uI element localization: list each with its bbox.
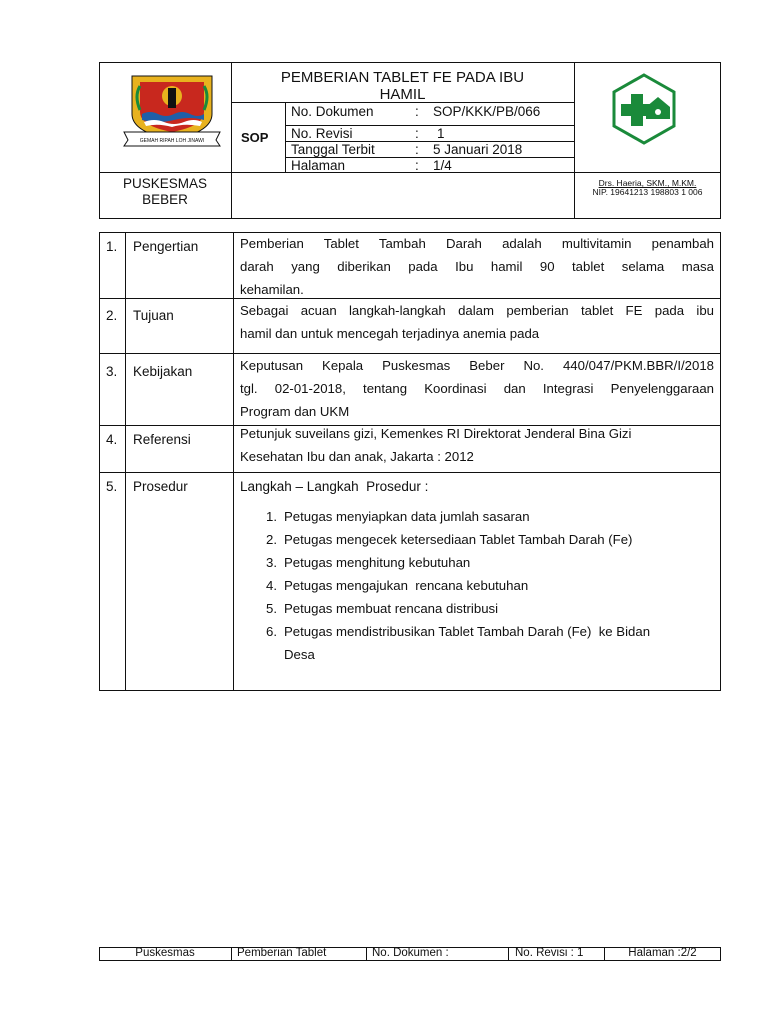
list-item: 5. Petugas membuat rencana distribusi: [266, 601, 499, 616]
signer-nip: NIP. 19641213 198803 1 006: [592, 187, 703, 197]
list-item: 2. Petugas mengecek ketersediaan Tablet Tambah Darah (Fe): [266, 532, 633, 547]
footer-cell-title: Pemberian Tablet: [237, 947, 327, 959]
header-divider: [231, 62, 232, 219]
section-number: 1.: [106, 239, 118, 254]
org-name: PUSKESMAS: [122, 176, 208, 191]
footer-divider: [366, 947, 367, 961]
field-label-halaman: Halaman: [291, 158, 346, 173]
section-label-referensi: Referensi: [133, 432, 191, 447]
crest-motto: GEMAH RIPAH LOH JINAWI: [139, 138, 205, 144]
list-item: 1. Petugas menyiapkan data jumlah sasaran: [266, 509, 530, 524]
section-text-kebijakan: Keputusan Kepala Puskesmas Beber No. 440/047/PKM.BBR/I/2018 tgl. 02-01-2018, tentang Koordinasi dan Integrasi Penyelenggaraan Program dan UKM: [240, 358, 714, 419]
footer-divider: [508, 947, 509, 961]
sop-label: SOP: [241, 130, 269, 145]
field-label-no-dokumen: No. Dokumen: [291, 104, 374, 119]
section-label-prosedur: Prosedur: [133, 479, 188, 494]
section-label-tujuan: Tujuan: [133, 308, 174, 323]
field-sep: :: [415, 126, 419, 141]
header-divider: [99, 172, 721, 173]
footer-cell-halaman: Halaman :2/2: [628, 947, 697, 959]
field-value-tanggal-terbit: 5 Januari 2018: [433, 142, 523, 157]
list-item: 3. Petugas menghitung kebutuhan: [266, 555, 471, 570]
footer-cell-no-dokumen: No. Dokumen :: [372, 947, 449, 959]
section-text-tujuan: Sebagai acuan langkah-langkah dalam pemberian tablet FE pada ibu hamil dan untuk mencegah terjadinya anemia pada: [240, 303, 714, 341]
field-sep: :: [415, 104, 419, 119]
regional-crest-logo: [120, 70, 224, 148]
footer-cell-puskesmas: Puskesmas: [135, 947, 195, 959]
procedure-intro: Langkah – Langkah Prosedur :: [240, 479, 429, 494]
footer-cell-no-revisi: No. Revisi : 1: [515, 947, 584, 959]
puskesmas-logo: [608, 73, 680, 145]
field-value-no-dokumen: SOP/KKK/PB/066: [433, 104, 541, 119]
section-number: 5.: [106, 479, 118, 494]
field-sep: :: [415, 158, 419, 173]
procedure-steps: [264, 505, 714, 666]
section-number: 3.: [106, 364, 118, 379]
logo-dot: [655, 109, 661, 115]
field-label-tanggal-terbit: Tanggal Terbit: [291, 142, 375, 157]
field-value-halaman: 1/4: [433, 158, 452, 173]
section-text-pengertian: Pemberian Tablet Tambah Darah adalah multivitamin penambah darah yang diberikan pada Ibu hamil 90 tablet selama masa kehamilan.: [240, 236, 714, 297]
field-label-no-revisi: No. Revisi: [291, 126, 353, 141]
table-divider: [125, 232, 126, 691]
field-value-no-revisi: 1: [437, 126, 445, 141]
section-number: 2.: [106, 308, 118, 323]
signer-name: Drs. Haeria, SKM., M.KM.: [598, 178, 697, 188]
section-label-pengertian: Pengertian: [133, 239, 199, 254]
document-title: HAMIL: [379, 86, 426, 103]
crest-tower: [168, 88, 176, 108]
list-item: 6. Petugas mendistribusikan Tablet Tambah Darah (Fe) ke Bidan Desa: [266, 624, 651, 662]
header-divider: [285, 102, 286, 173]
field-sep: :: [415, 142, 419, 157]
footer-divider: [231, 947, 232, 961]
document-title: PEMBERIAN TABLET FE PADA IBU: [280, 69, 525, 86]
section-label-kebijakan: Kebijakan: [133, 364, 193, 379]
table-divider: [233, 232, 234, 691]
section-number: 4.: [106, 432, 118, 447]
table-divider: [99, 472, 721, 473]
org-name: BEBER: [142, 192, 188, 207]
section-text-referensi: Petunjuk suveilans gizi, Kemenkes RI Direktorat Jenderal Bina Gizi Kesehatan Ibu dan anak, Jakarta : 2012: [240, 426, 632, 464]
list-item: 4. Petugas mengajukan rencana kebutuhan: [266, 578, 529, 593]
